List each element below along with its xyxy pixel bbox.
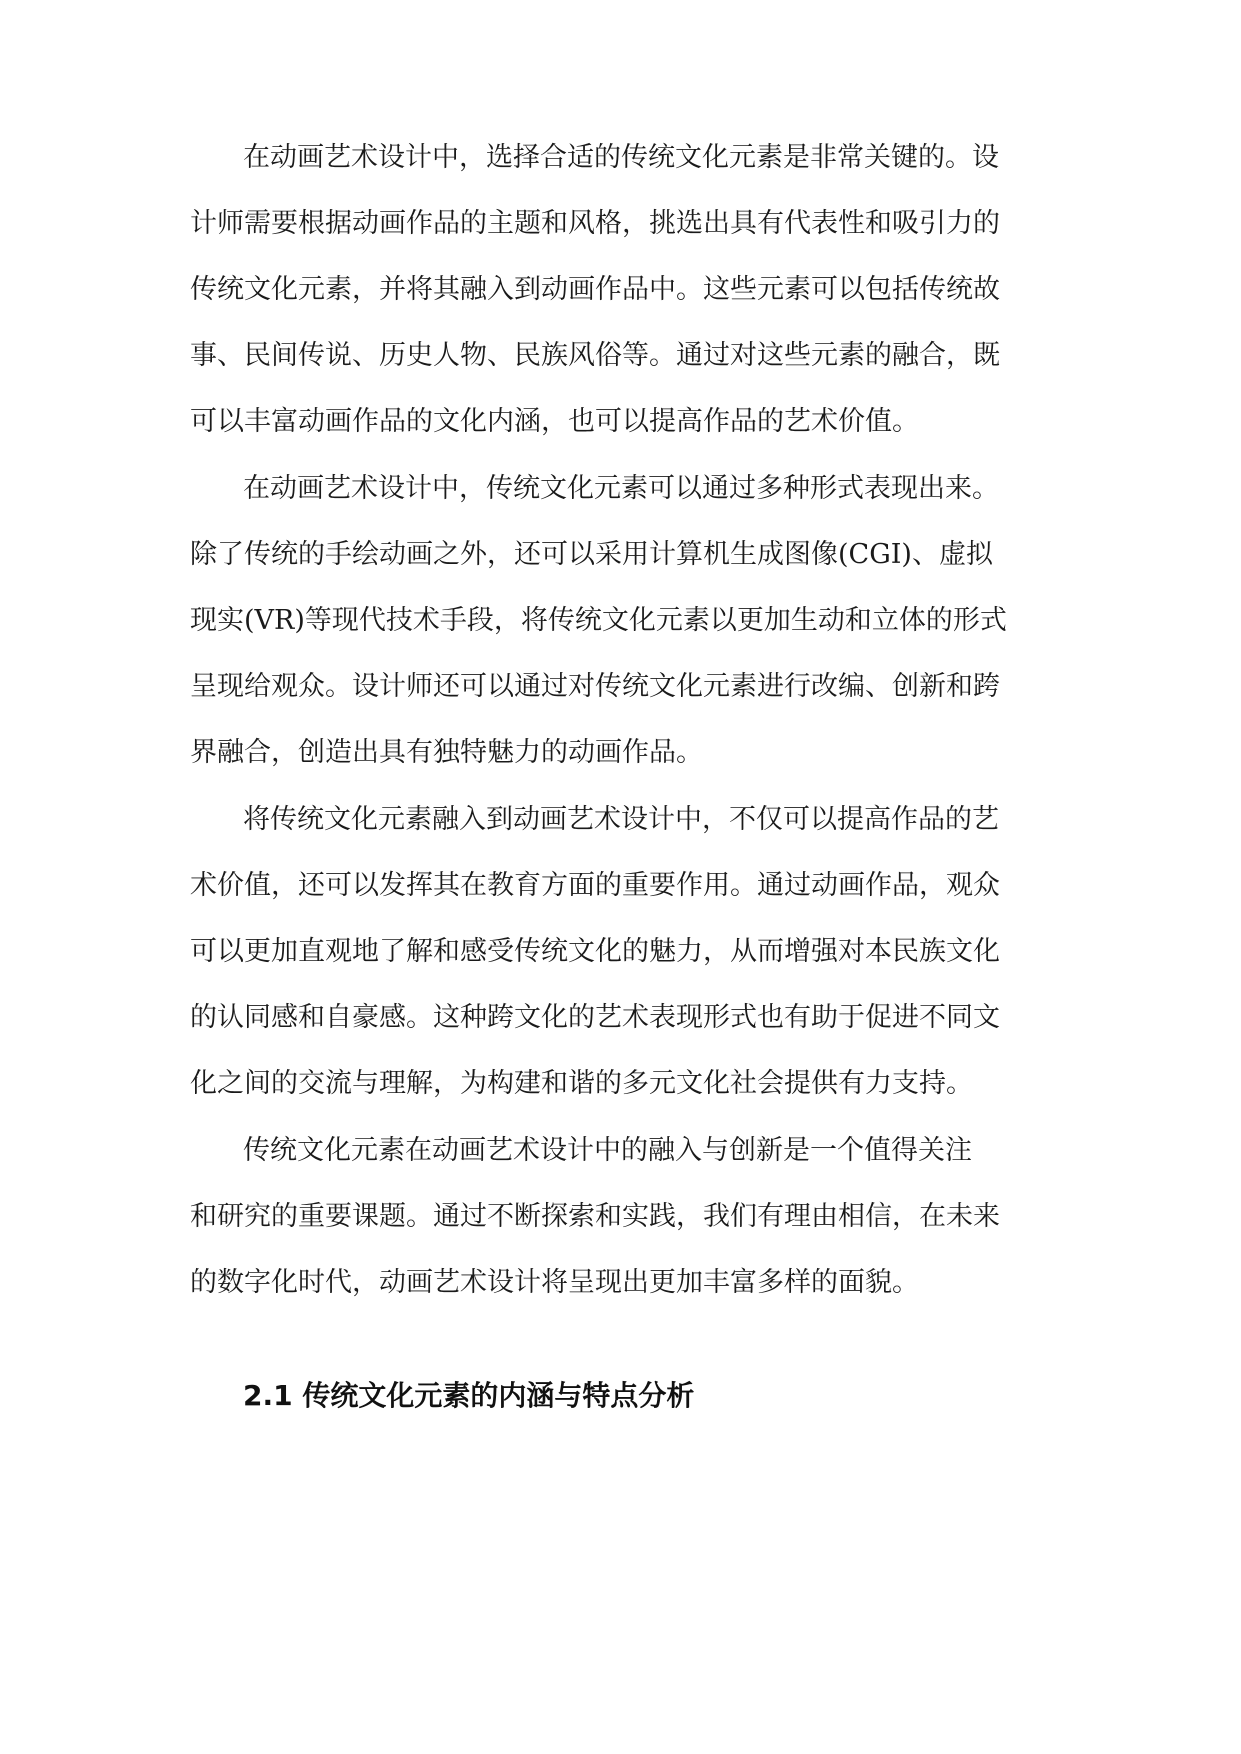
paragraph-line: 现实(VR)等现代技术手段，将传统文化元素以更加生动和立体的形式 xyxy=(190,605,1007,636)
paragraph-line: 除了传统的手绘动画之外，还可以采用计算机生成图像(CGI)、虚拟 xyxy=(190,539,993,570)
section-heading: 2.1 传统文化元素的内涵与特点分析 xyxy=(243,1379,695,1412)
paragraph-line: 事、民间传说、历史人物、民族风俗等。通过对这些元素的融合，既 xyxy=(190,340,1000,371)
paragraph-line: 界融合，创造出具有独特魅力的动画作品。 xyxy=(190,737,703,768)
paragraph-line: 可以丰富动画作品的文化内涵，也可以提高作品的艺术价值。 xyxy=(190,406,919,437)
paragraph-line: 呈现给观众。设计师还可以通过对传统文化元素进行改编、创新和跨 xyxy=(190,671,1000,702)
paragraph-line: 计师需要根据动画作品的主题和风格，挑选出具有代表性和吸引力的 xyxy=(190,208,1000,239)
paragraph-line: 的认同感和自豪感。这种跨文化的艺术表现形式也有助于促进不同文 xyxy=(190,1002,1000,1033)
paragraph-line: 在动画艺术设计中，选择合适的传统文化元素是非常关键的。设 xyxy=(243,142,999,173)
paragraph-line: 传统文化元素在动画艺术设计中的融入与创新是一个值得关注 xyxy=(243,1135,972,1166)
paragraph-line: 在动画艺术设计中，传统文化元素可以通过多种形式表现出来。 xyxy=(243,473,999,504)
paragraph-line: 传统文化元素，并将其融入到动画作品中。这些元素可以包括传统故 xyxy=(190,274,1000,305)
paragraph-line: 和研究的重要课题。通过不断探索和实践，我们有理由相信，在未来 xyxy=(190,1201,1000,1232)
paragraph-line: 术价值，还可以发挥其在教育方面的重要作用。通过动画作品，观众 xyxy=(190,870,1000,901)
paragraph-line: 化之间的交流与理解，为构建和谐的多元文化社会提供有力支持。 xyxy=(190,1068,973,1099)
paragraph-line: 将传统文化元素融入到动画艺术设计中，不仅可以提高作品的艺 xyxy=(243,804,999,835)
paragraph-line: 的数字化时代，动画艺术设计将呈现出更加丰富多样的面貌。 xyxy=(190,1267,919,1298)
paragraph-line: 可以更加直观地了解和感受传统文化的魅力，从而增强对本民族文化 xyxy=(190,936,1000,967)
